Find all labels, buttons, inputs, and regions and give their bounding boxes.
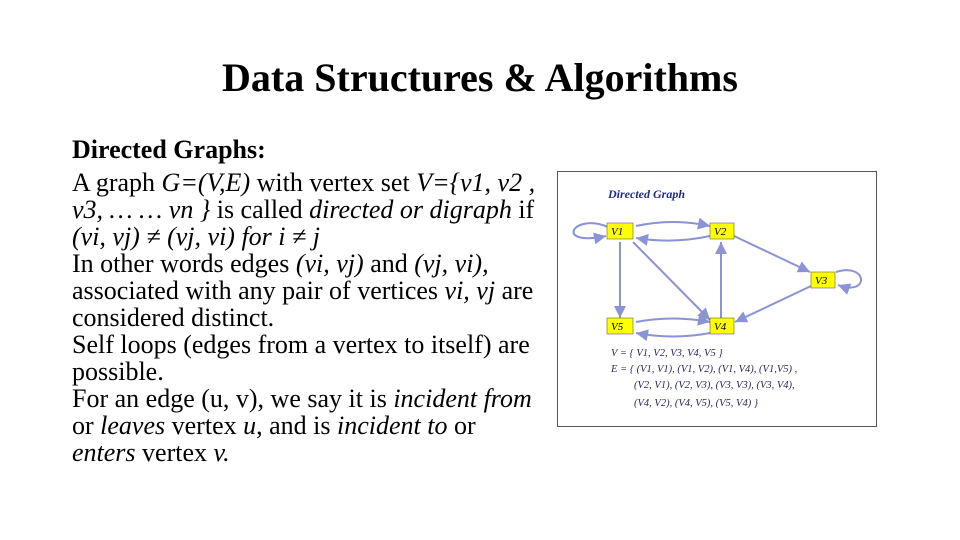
text-run: (vi, vj) (295, 249, 364, 278)
text-run: G=(V,E) (161, 168, 251, 197)
vertex-v2 (710, 223, 734, 239)
text-run: if (511, 195, 535, 224)
text-run: or (447, 411, 476, 440)
edge-v2-v3 (734, 236, 810, 272)
vertex-v4 (710, 318, 734, 334)
text-run: with vertex set (250, 168, 417, 197)
self-loops-paragraph (72, 331, 542, 385)
vertex-v1 (607, 223, 633, 239)
incidence-paragraph (72, 385, 542, 466)
text-run: enters (72, 438, 136, 467)
text-run: Self loops (edges from a vertex to itself) are possible. (72, 330, 530, 386)
text-run: u (243, 411, 257, 440)
text-run: V={v1, v2 , v3, … … vn } (72, 168, 536, 224)
text-run: incident to (337, 411, 448, 440)
edge-set-line-1: E = { (V1, V1), (V1, V2), (V1, V4), (V1,V5) , (611, 364, 798, 375)
text-run: A graph (72, 168, 162, 197)
edge-v5-v4 (636, 319, 710, 323)
svg-text:V5: V5 (611, 321, 624, 333)
figure-title: Directed Graph (608, 187, 685, 201)
text-run: leaves (100, 411, 166, 440)
edge-set-line-2: (V2, V1), (V2, V3), (V3, V3), (V3, V4), (634, 380, 795, 391)
edge-v1-v2 (636, 222, 710, 226)
text-run: directed or digraph (309, 195, 512, 224)
edge-v1-v1 (573, 223, 608, 238)
text-run: (vi, vj) ≠ (vj, vi) for i ≠ j (72, 222, 321, 251)
text-run: or (72, 411, 101, 440)
text-run: vertex (165, 411, 244, 440)
directed-graph-figure (557, 171, 877, 427)
text-run: (vj, vi), (414, 249, 489, 278)
section-heading: Directed Graphs: (72, 135, 266, 164)
edge-v1-v4 (633, 242, 710, 320)
text-run: and (363, 249, 415, 278)
svg-text:V3: V3 (815, 275, 828, 287)
content-body (72, 136, 542, 466)
text-run: In other words edges (72, 249, 296, 278)
text-run: incident from (393, 384, 532, 413)
vertex-v5 (607, 318, 633, 334)
vertex-set-text: V = { V1, V2, V3, V4, V5 } (611, 348, 723, 359)
text-run: vertex (135, 438, 214, 467)
text-run: vi, vj (444, 276, 496, 305)
edge-v3-v3 (836, 270, 861, 287)
text-run: v. (213, 438, 230, 467)
distinct-edges-paragraph (72, 250, 542, 331)
definition-paragraph (72, 169, 542, 250)
text-run: , and is (256, 411, 337, 440)
svg-text:V4: V4 (714, 321, 727, 333)
vertex-v3 (811, 272, 835, 288)
svg-text:V2: V2 (714, 226, 727, 238)
edge-set-line-3: (V4, V2), (V4, V5), (V5, V4) } (634, 398, 759, 409)
text-run: For an edge (u, v), we say it is (72, 384, 394, 413)
text-run: are considered distinct. (72, 276, 534, 332)
text-run: associated with any pair of vertices (72, 276, 445, 305)
edge-v3-v4 (735, 286, 811, 322)
edge-v2-v1 (636, 236, 710, 241)
svg-text:V1: V1 (611, 226, 624, 238)
slide-title: Data Structures & Algorithms (222, 55, 738, 100)
edge-v4-v5 (636, 333, 710, 337)
text-run: is called (210, 195, 310, 224)
